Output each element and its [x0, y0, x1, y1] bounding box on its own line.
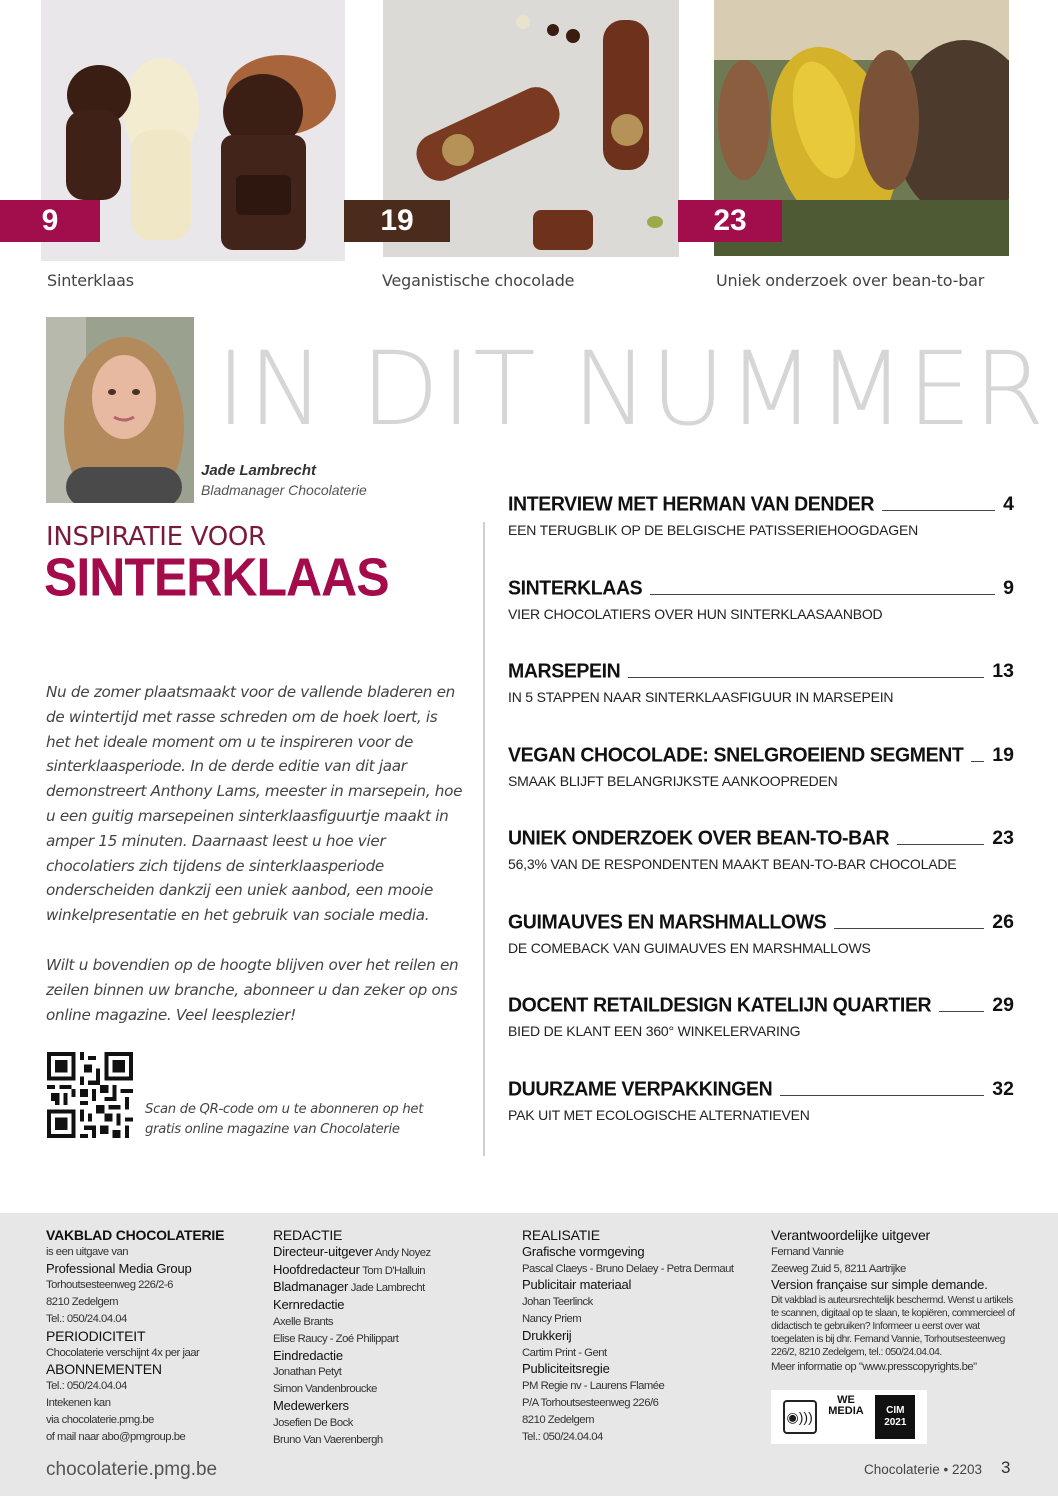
role-person: Tel.: 050/24.04.04 — [522, 1430, 603, 1443]
toc-leader — [834, 928, 984, 929]
page-badge-19 — [344, 200, 450, 242]
photo-caption: Veganistische chocolade — [382, 271, 575, 290]
role-person: Jonathan Petyt — [273, 1366, 342, 1379]
toc-title: UNIEK ONDERZOEK OVER BEAN-TO-BAR — [508, 826, 890, 850]
role-label: Publiciteitsregie — [522, 1361, 610, 1377]
toc-page-number: 19 — [992, 743, 1014, 766]
publisher-name: Professional Media Group — [46, 1260, 192, 1276]
toc-subtitle: DE COMEBACK VAN GUIMAUVES EN MARSHMALLOWS — [508, 939, 871, 956]
role-person: 8210 Zedelgem — [522, 1413, 595, 1426]
toc-leader — [939, 1011, 984, 1012]
toc-entry[interactable] — [508, 991, 1014, 1075]
toc-title: DUURZAME VERPAKKINGEN — [508, 1076, 773, 1101]
badge-number: 9 — [41, 204, 59, 237]
toc-page-number: 29 — [992, 994, 1014, 1016]
qr-code-icon[interactable] — [47, 1052, 133, 1138]
cim-logo — [875, 1395, 915, 1439]
toc-page-number: 23 — [992, 827, 1014, 849]
broadcast-icon: ◉))) — [783, 1400, 817, 1434]
toc-subtitle: IN 5 STAPPEN NAAR SINTERKLAASFIGUUR IN MARSEPEIN — [508, 689, 894, 705]
copyright-link[interactable]: Meer informatie op "www.presscopyrights.be" — [771, 1361, 977, 1374]
role-person: Josefien De Bock — [273, 1416, 353, 1429]
role-label: Bladmanager — [273, 1279, 349, 1295]
we-media-logo: WE MEDIA — [828, 1394, 864, 1417]
role-label: Grafische vormgeving — [522, 1243, 645, 1259]
responsible-publisher: Fernand Vannie — [771, 1245, 844, 1258]
badge-number: 23 — [713, 204, 747, 237]
toc-title: DOCENT RETAILDESIGN KATELIJN QUARTIER — [508, 993, 932, 1017]
toc-leader — [628, 677, 984, 678]
role-label: Medewerkers — [273, 1397, 349, 1413]
colophon-editorial — [273, 1227, 493, 1448]
subscriptions-text: Intekenen kan — [46, 1396, 111, 1409]
toc-title: GUIMAUVES EN MARSHMALLOWS — [508, 909, 827, 934]
page-badge-23 — [678, 200, 782, 242]
intro-paragraph: Nu de zomer plaatsmaakt voor de vallende bladeren en de wintertijd met rasse schreden om de hoek loert, is het het ideale moment om u te inspireren voor de sinterklaasperiode. In de derde editie van dit jaar demonstreert Anthony Lams, meester in marsepein, hoe u een guitig marsepeinen sinterklaasfiguurtje maakt in amper 15 minuten. Daarnaast leest u hoe vier chocolatiers zich tijdens de sinterklaasperiode onderscheiden dankzij een uniek aanbod, een mooie winkelpresentatie en het gebruik van sociale media. — [46, 683, 463, 925]
role-person: PM Regie nv - Laurens Flamée — [522, 1380, 665, 1393]
role-person: Johan Teerlinck — [522, 1296, 593, 1309]
role-person: Cartim Print - Gent — [522, 1346, 607, 1359]
toc-subtitle: PAK UIT MET ECOLOGISCHE ALTERNATIEVEN — [508, 1106, 810, 1123]
role-person: Nancy Priem — [522, 1312, 582, 1325]
frequency-text: Chocolaterie verschijnt 4x per jaar — [46, 1346, 200, 1359]
responsible-publisher-address: Zeeweg Zuid 5, 8211 Aartrijke — [771, 1262, 906, 1275]
photo-caption: Uniek onderzoek over bean-to-bar — [716, 271, 985, 290]
magazine-issue: Chocolaterie • 2203 — [864, 1462, 983, 1477]
toc-title: SINTERKLAAS — [508, 575, 643, 600]
subscriptions-label: ABONNEMENTEN — [46, 1361, 162, 1378]
editorial-intro — [46, 680, 464, 1027]
toc-title: VEGAN CHOCOLADE: SNELGROEIEND SEGMENT — [508, 742, 964, 767]
website-link[interactable]: chocolaterie.pmg.be — [46, 1459, 218, 1480]
subscriptions-phone: Tel.: 050/24.04.04 — [46, 1380, 127, 1393]
page-number: 3 — [1001, 1458, 1011, 1477]
editor-portrait — [46, 317, 194, 503]
toc-leader — [897, 844, 984, 845]
toc-subtitle: VIER CHOCOLATIERS OVER HUN SINTERKLAASAANBOD — [508, 605, 883, 622]
role-person: Bruno Van Vaerenbergh — [273, 1433, 383, 1446]
role-person: Jade Lambrecht — [350, 1282, 425, 1295]
production-title: REALISATIE — [522, 1227, 600, 1243]
french-version-note: Version française sur simple demande. — [771, 1277, 988, 1293]
toc-entry[interactable] — [508, 574, 1014, 658]
role-label: Kernredactie — [273, 1297, 345, 1313]
toc-page-number: 26 — [992, 910, 1014, 933]
copyright-notice: Dit vakblad is auteursrechtelijk beschermd. Wenst u artikels te scannen, digitaal op te slaan, te kopiëren, commercieel of didactisch te gebruiken? Informeer u eerst over wat toegelaten is bij dhr. Fernand Vannie, Torhoutsesteenweg 226/2, 8210 Zedelgem, tel.: 050/24.04.04. — [771, 1295, 1015, 1359]
role-label: Directeur-uitgever — [273, 1243, 373, 1259]
badge-number: 19 — [380, 204, 414, 237]
publisher-phone: Tel.: 050/24.04.04 — [46, 1312, 127, 1325]
toc-leader — [780, 1095, 984, 1096]
role-label: Hoofdredacteur — [273, 1261, 360, 1277]
colophon-production — [522, 1227, 752, 1445]
role-person: Axelle Brants — [273, 1315, 334, 1328]
qr-instruction: Scan de QR-code om u te abonneren op het gratis online magazine van Chocolaterie — [145, 1102, 424, 1137]
toc-title: INTERVIEW MET HERMAN VAN DENDER — [508, 492, 875, 516]
role-person: Pascal Claeys - Bruno Delaey - Petra Dermaut — [522, 1262, 734, 1275]
responsible-publisher-label: Verantwoordelijke uitgever — [771, 1227, 931, 1243]
subscriptions-link[interactable]: via chocolaterie.pmg.be — [46, 1413, 154, 1426]
toc-page-number: 13 — [992, 660, 1014, 682]
certification-logos — [771, 1390, 927, 1444]
table-of-contents — [508, 490, 1014, 1158]
page-badge-9 — [0, 200, 100, 242]
toc-entry[interactable] — [508, 741, 1014, 825]
role-person: Elise Raucy - Zoé Philippart — [273, 1332, 399, 1345]
role-person: Simon Vandenbroucke — [273, 1383, 377, 1396]
editor-role: Bladmanager Chocolaterie — [201, 482, 367, 498]
colophon-legal — [771, 1227, 1021, 1376]
publisher-address: 8210 Zedelgem — [46, 1296, 119, 1309]
photo-caption: Sinterklaas — [47, 271, 134, 290]
toc-page-number: 9 — [1003, 576, 1014, 599]
toc-subtitle: SMAAK BLIJFT BELANGRIJKSTE AANKOOPREDEN — [508, 772, 838, 789]
role-label: Eindredactie — [273, 1347, 343, 1363]
toc-entry[interactable] — [508, 490, 1014, 574]
cim-logo-text: CIM — [886, 1405, 905, 1416]
toc-leader — [971, 761, 984, 762]
toc-page-number: 32 — [992, 1077, 1014, 1100]
intro-paragraph: Wilt u bovendien op de hoogte blijven over het reilen en zeilen binnen uw branche, abonneer u dan zeker op ons online magazine. Veel leesplezier! — [46, 955, 459, 1024]
editorial-title: REDACTIE — [273, 1227, 343, 1243]
toc-title: MARSEPEIN — [508, 659, 621, 683]
toc-entry[interactable] — [508, 908, 1014, 992]
colophon-publisher — [46, 1227, 256, 1445]
toc-page-number: 4 — [1003, 493, 1014, 515]
role-label: Publicitair materiaal — [522, 1277, 632, 1293]
page-title: IN DIT NUMMER — [216, 330, 1047, 449]
article-headline: SINTERKLAAS — [44, 547, 389, 608]
toc-leader — [650, 594, 995, 595]
role-person: Tom D'Halluin — [362, 1264, 426, 1277]
frequency-label: PERIODICITEIT — [46, 1327, 146, 1344]
role-person: P/A Torhoutsesteenweg 226/6 — [522, 1396, 659, 1409]
toc-subtitle: BIED DE KLANT EEN 360° WINKELERVARING — [508, 1023, 801, 1039]
toc-leader — [882, 510, 995, 511]
article-kicker: INSPIRATIE VOOR — [46, 522, 266, 552]
toc-subtitle: 56,3% VAN DE RESPONDENTEN MAAKT BEAN-TO-BAR CHOCOLADE — [508, 856, 957, 872]
magazine-name: VAKBLAD CHOCOLATERIE — [46, 1227, 225, 1243]
colophon — [0, 1213, 1058, 1496]
role-person: Andy Noyez — [374, 1246, 431, 1259]
toc-entry[interactable] — [508, 1075, 1014, 1159]
toc-entry[interactable] — [508, 824, 1014, 908]
role-label: Drukkerij — [522, 1327, 572, 1343]
subscriptions-email[interactable]: of mail naar abo@pmgroup.be — [46, 1430, 186, 1443]
publisher-address: Torhoutsesteenweg 226/2-6 — [46, 1279, 173, 1292]
publisher-intro: is een uitgave van — [46, 1245, 129, 1258]
editor-name: Jade Lambrecht — [201, 462, 317, 479]
toc-entry[interactable] — [508, 657, 1014, 741]
cim-logo-year: 2021 — [884, 1417, 907, 1428]
toc-subtitle: EEN TERUGBLIK OP DE BELGISCHE PATISSERIEHOOGDAGEN — [508, 522, 919, 538]
column-divider — [483, 522, 485, 1156]
